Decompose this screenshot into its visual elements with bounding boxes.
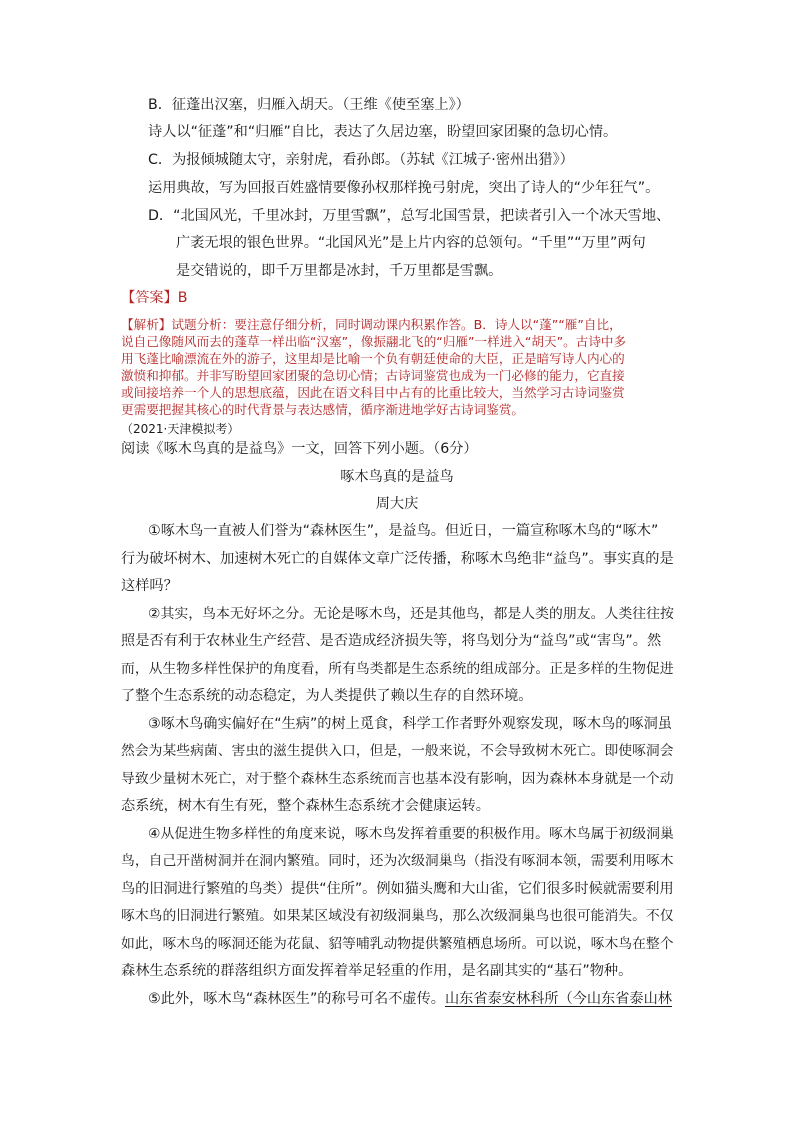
paragraph-5-line-1 bbox=[148, 989, 672, 1009]
answer-label: 【答案】B bbox=[121, 290, 188, 306]
reading-instruction: 阅读《啄木鸟真的是益鸟》一文，回答下列小题。（6分） bbox=[121, 441, 478, 457]
paragraph-5-underlined-text: 山东省泰安林科所（今山东省泰山林 bbox=[444, 991, 672, 1007]
paragraph-4-line-6: 森林生态系统的群落组织方面发挥着举足轻重的作用，是名副其实的“基石”物种。 bbox=[121, 963, 633, 979]
paragraph-1-line-2: 行为破坏树木、加速树木死亡的自媒体文章广泛传播，称啄木鸟绝非“益鸟”。事实真的是 bbox=[121, 551, 674, 567]
paragraph-2-line-3: 而，从生物多样性保护的角度看，所有鸟类都是生态系统的组成部分。正是多样的生物促进 bbox=[121, 661, 674, 677]
article-title: 啄木鸟真的是益鸟 bbox=[340, 469, 454, 485]
paragraph-4-line-4: 啄木鸟的旧洞进行繁殖。如果某区域没有初级洞巢鸟，那么次级洞巢鸟也很可能消失。不仅 bbox=[121, 908, 674, 924]
analysis-line-3: 用飞蓬比喻漂流在外的游子，这里却是比喻一个负有朝廷使命的大臣，正是暗写诗人内心的 bbox=[121, 351, 625, 366]
paragraph-2-line-1: ②其实，鸟本无好坏之分。无论是啄木鸟，还是其他鸟，都是人类的朋友。人类往往按 bbox=[148, 606, 674, 622]
paragraph-1-line-1: ①啄木鸟一直被人们誉为“森林医生”，是益鸟。但近日，一篇宣称啄木鸟的“啄木” bbox=[148, 523, 659, 539]
article-author: 周大庆 bbox=[375, 496, 419, 512]
source-tag: （2021·天津模拟考） bbox=[121, 422, 240, 436]
paragraph-3-line-1: ③啄木鸟确实偏好在“生病”的树上觅食，科学工作者野外观察发现，啄木鸟的啄洞虽 bbox=[148, 716, 672, 732]
paragraph-3-line-2: 然会为某些病菌、害虫的滋生提供入口，但是，一般来说，不会导致树木死亡。即使啄洞会 bbox=[121, 743, 674, 759]
paragraph-2-line-2: 照是否有利于农林业生产经营、是否造成经济损失等，将鸟划分为“益鸟”或“害鸟”。然 bbox=[121, 633, 662, 649]
analysis-line-5: 或间接培养一个人的思想底蕴，因此在语文科目中占有的比重比较大，当然学习古诗词鉴赏 bbox=[121, 385, 625, 400]
paragraph-3-line-4: 态系统，树木有生有死，整个森林生态系统才会健康运转。 bbox=[121, 798, 490, 814]
option-d-line-1: D．“北国风光，千里冰封，万里雪飘”，总写北国雪景，把读者引入一个冰天雪地、 bbox=[148, 208, 671, 224]
option-c-explanation: 运用典故，写为回报百姓盛情要像孙权那样挽弓射虎，突出了诗人的“少年狂气”。 bbox=[148, 180, 660, 196]
paragraph-2-line-4: 了整个生态系统的动态稳定，为人类提供了赖以生存的自然环境。 bbox=[121, 688, 533, 704]
option-d-line-3: 是交错说的，即千万里都是冰封，千万里都是雪飘。 bbox=[176, 263, 503, 279]
option-b-line: B．征蓬出汉塞，归雁入胡天。（王维《使至塞上》） bbox=[148, 97, 470, 113]
option-b-explanation: 诗人以“征蓬”和“归雁”自比，表达了久居边塞，盼望回家团聚的急切心情。 bbox=[148, 124, 618, 140]
analysis-line-6: 更需要把握其核心的时代背景与表达感情，循序渐进地学好古诗词鉴赏。 bbox=[121, 402, 524, 417]
paragraph-5-text: ⑤此外，啄木鸟“森林医生”的称号可名不虚传。 bbox=[148, 991, 445, 1007]
option-c-line: C．为报倾城随太守，亲射虎，看孙郎。（苏轼《江城子·密州出猎》） bbox=[148, 152, 574, 168]
paragraph-4-line-5: 如此，啄木鸟的啄洞还能为花鼠、貂等哺乳动物提供繁殖栖息场所。可以说，啄木鸟在整个 bbox=[121, 936, 674, 952]
analysis-line-1: 【解析】试题分析：要注意仔细分析，同时调动课内积累作答。B．诗人以“蓬”“雁”自比， bbox=[121, 317, 622, 332]
paragraph-1-line-3: 这样吗？ bbox=[121, 578, 178, 594]
analysis-line-2: 说自己像随风而去的蓬草一样出临“汉塞”，像振翮北飞的“归雁”一样进入“胡天”。古诗中多 bbox=[121, 334, 627, 349]
paragraph-4-line-1: ④从促进生物多样性的角度来说，啄木鸟发挥着重要的积极作用。啄木鸟属于初级洞巢 bbox=[148, 826, 674, 842]
analysis-line-4: 激愤和抑郁。并非写盼望回家团聚的急切心情；古诗词鉴赏也成为一门必修的能力，它直接 bbox=[121, 368, 625, 383]
option-d-line-2: 广袤无垠的银色世界。“北国风光”是上片内容的总领句。“千里”“万里”两句 bbox=[176, 235, 646, 251]
paragraph-3-line-3: 导致少量树木死亡，对于整个森林生态系统而言也基本没有影响，因为森林本身就是一个动 bbox=[121, 771, 674, 787]
paragraph-4-line-3: 鸟的旧洞进行繁殖的鸟类）提供“住所”。例如猫头鹰和大山雀，它们很多时候就需要利用 bbox=[121, 881, 674, 897]
paragraph-4-line-2: 鸟，自己开凿树洞并在洞内繁殖。同时，还为次级洞巢鸟（指没有啄洞本领，需要利用啄木 bbox=[121, 853, 674, 869]
